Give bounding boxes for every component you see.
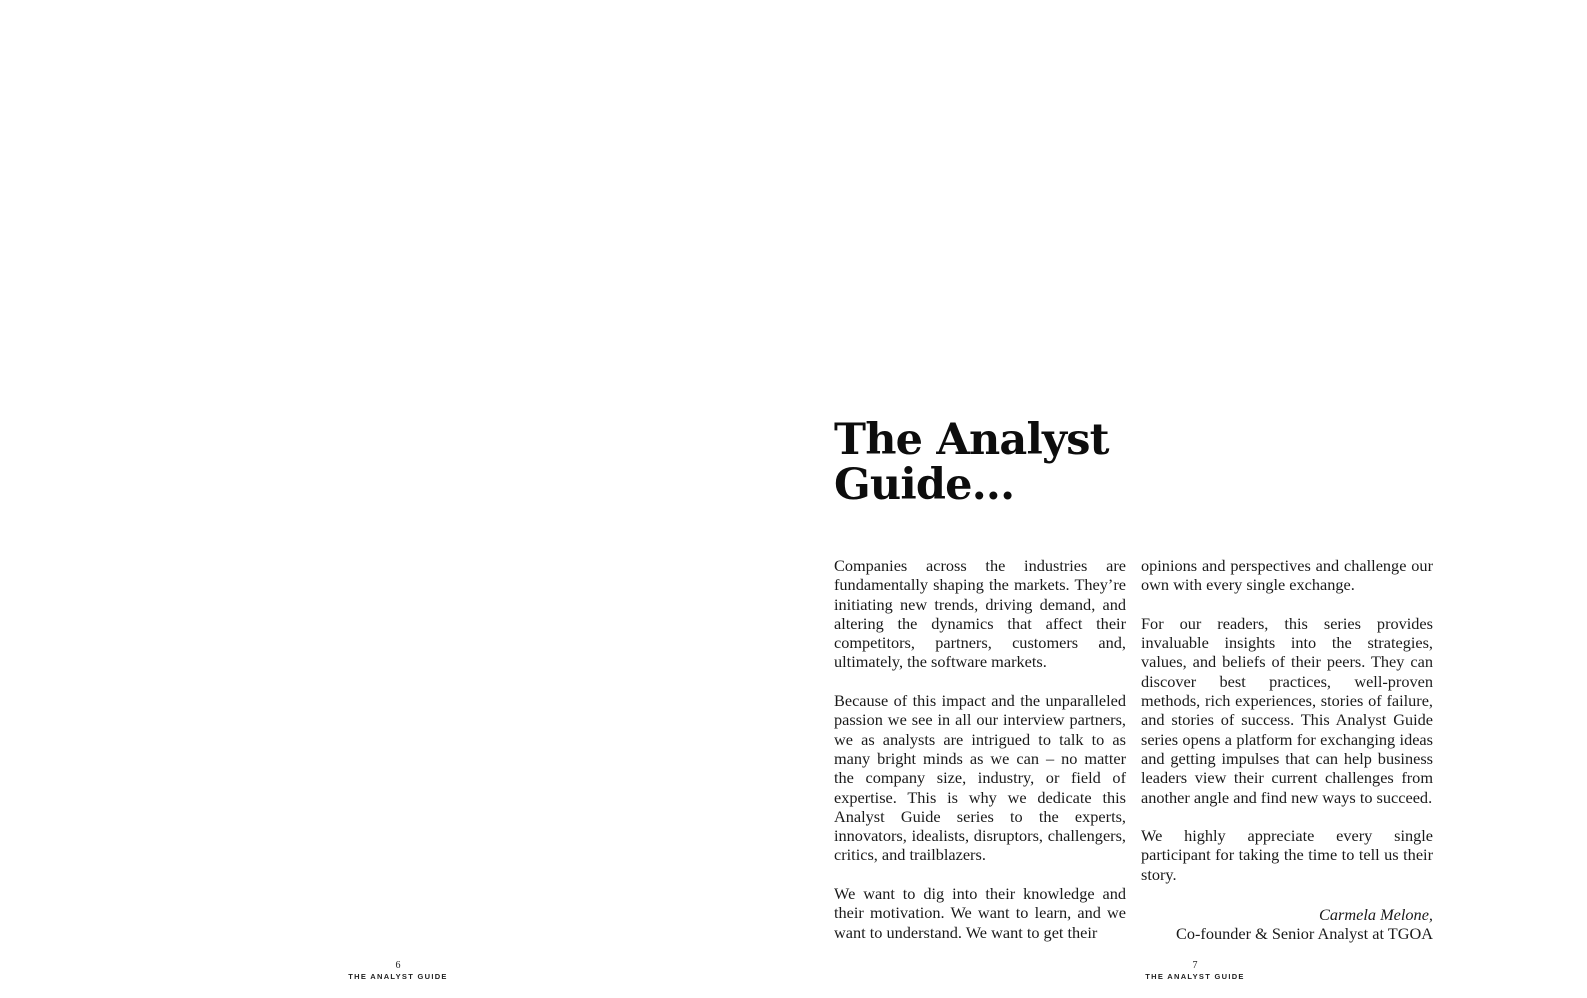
paragraph: Because of this impact and the unparalleled passion we see in all our interview partners, we as analysts are intrigued to talk to as many bright minds as we can – no matter the company size, industry, or field of expertise. This is why we dedicate this Analyst Guide series to the experts, innovators, idealists, disruptors, challengers, critics, and trailblazers. — [834, 691, 1126, 865]
page-title — [834, 415, 1154, 510]
paragraph: For our readers, this series provides invaluable insights into the strategies, values, and beliefs of their peers. They can discover best practices, well-proven methods, rich experiences, stories of failure, and stories of success. This Analyst Guide series opens a platform for exchanging ideas and getting impulses that can help business leaders view their current challenges from another angle and find new ways to succeed. — [1141, 613, 1433, 807]
body-column-left — [834, 556, 1126, 942]
body-column-right — [1141, 556, 1433, 884]
page-number-left: 6 — [395, 960, 401, 971]
signature-name: Carmela Melone, — [1319, 905, 1433, 924]
page-title-line-1: The Analyst — [834, 415, 1109, 465]
page-title-line-2: Guide... — [834, 460, 1015, 510]
paragraph: opinions and perspectives and challenge our own with every single exchange. — [1141, 556, 1433, 595]
footer-left-page — [328, 960, 468, 982]
paragraph: Companies across the industries are fundamentally shaping the markets. They’re initiating new trends, driving demand, and altering the dynamics that affect their competitors, partners, customers and, ultimately, the software markets. — [834, 556, 1126, 672]
running-title-right: THE ANALYST GUIDE — [1145, 972, 1245, 981]
page-number-right: 7 — [1192, 960, 1198, 971]
running-title-left: THE ANALYST GUIDE — [348, 972, 448, 981]
signature-role: Co-founder & Senior Analyst at TGOA — [1175, 924, 1433, 944]
paragraph: We highly appreciate every single participant for taking the time to tell us their story. — [1141, 826, 1433, 884]
paragraph: We want to dig into their knowledge and their motivation. We want to learn, and we want to understand. We want to get their — [834, 884, 1126, 942]
footer-right-page — [1125, 960, 1265, 982]
signature-block — [1141, 905, 1433, 944]
